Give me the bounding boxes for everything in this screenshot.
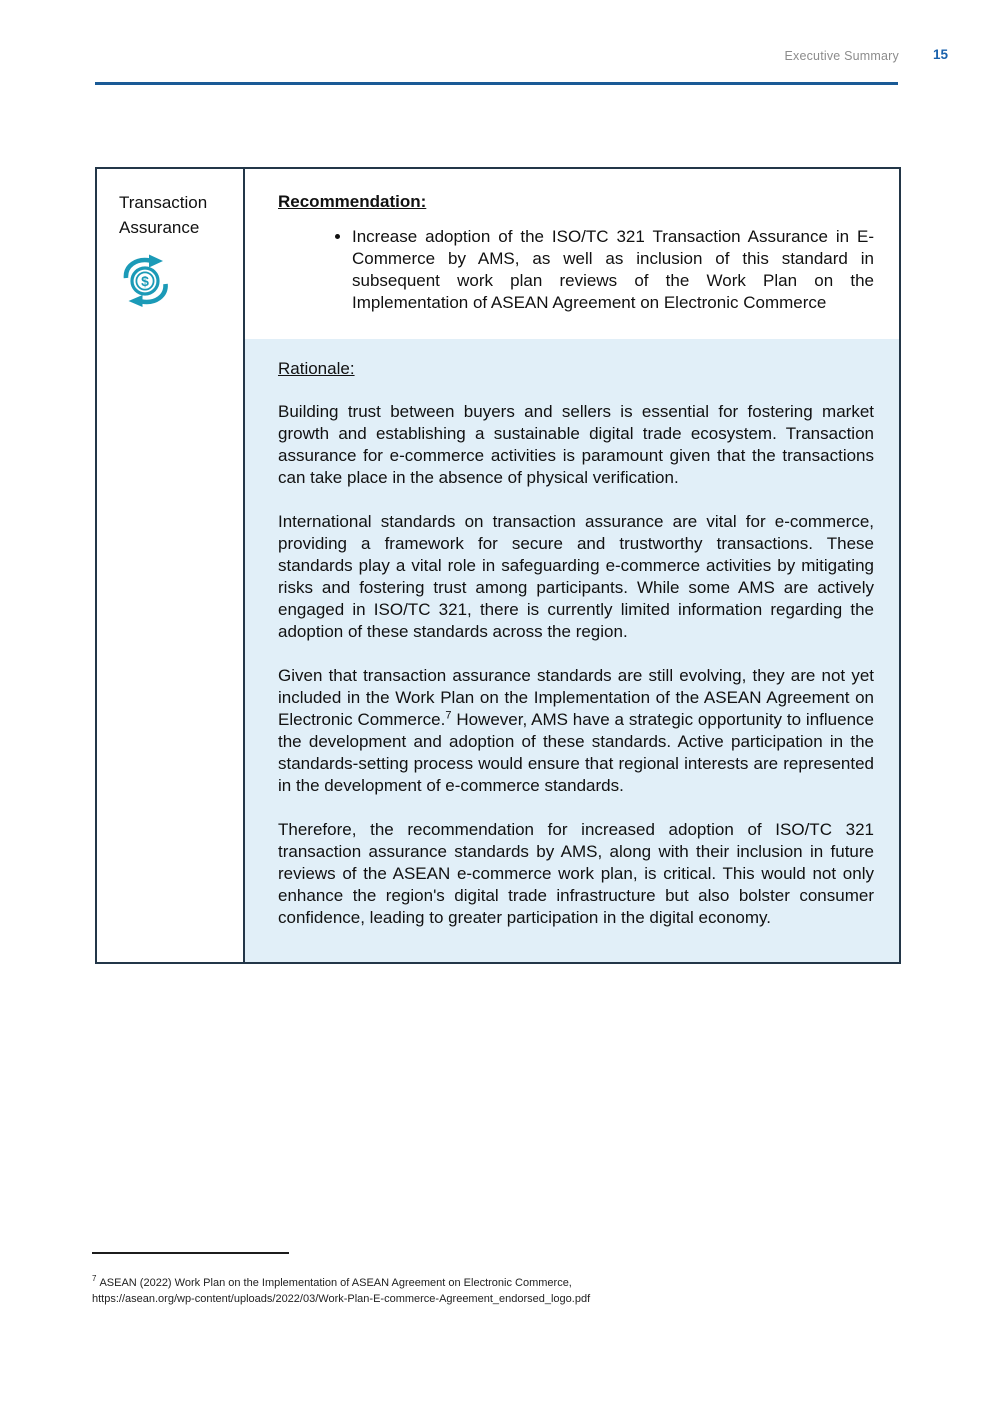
topic-cell (97, 169, 245, 962)
footnote-marker: 7 (92, 1274, 97, 1284)
rationale-paragraph-3 (278, 665, 874, 797)
rationale-paragraph-3-text: Given that transaction assurance standards are still evolving, they are not yet included in the Work Plan on the Implementation of the ASEAN Agreement on Electronic Commerce. (278, 666, 874, 729)
rationale-paragraph-2: International standards on transaction assurance are vital for e-commerce, providing a framework for secure and trustworthy transactions. These standards play a vital role in safeguarding e-commerce activities by mitigating risks and fostering trust among participants. While some AMS are actively engaged in ISO/TC 321, there is currently limited information regarding the adoption of these standards across the region. (278, 512, 874, 641)
topic-label: Transaction Assurance (119, 193, 208, 237)
rationale-paragraph-4: Therefore, the recommendation for increased adoption of ISO/TC 321 transaction assurance standards by AMS, along with their inclusion in future reviews of the ASEAN e-commerce work plan, is critical. This would not only enhance the region's digital trade infrastructure but also bolster consumer confidence, leading to greater participation in the digital economy. (278, 820, 874, 927)
rationale-paragraph-1: Building trust between buyers and sellers is essential for fostering market growth and establishing a sustainable digital trade ecosystem. Transaction assurance for e-commerce activities is paramount given that the transactions can take place in the absence of physical verification. (278, 402, 874, 487)
recommendation-heading: Recommendation: (278, 192, 427, 211)
footnote-separator (92, 1252, 289, 1254)
svg-text:$: $ (141, 273, 149, 289)
recommendation-list (331, 226, 874, 314)
footnote-reference: 7 (445, 709, 452, 722)
recommendation-table (95, 167, 901, 964)
rationale-paragraph-3-continued: However, AMS have a strategic opportunity to influence the development and adoption of these standards. Active participation in the standards-setting process would ensure that regional interests are represented in the development of e-commerce standards. (278, 710, 874, 795)
transaction-assurance-icon (119, 253, 173, 307)
header-rule (95, 82, 898, 85)
rationale-section (245, 339, 899, 962)
recommendation-cell (245, 169, 899, 962)
header-section-label: Executive Summary (784, 49, 899, 63)
recommendation-section (245, 169, 899, 339)
footnote-text: ASEAN (2022) Work Plan on the Implementation of ASEAN Agreement on Electronic Commerce, (99, 1277, 572, 1289)
recommendation-bullet: • Increase adoption of the ISO/TC 321 Transaction Assurance in E-Commerce by AMS, as well as inclusion of this standard in subsequent work plan reviews of the Work Plan on the Implementation of ASEAN Agreement on Electronic Commerce (352, 226, 874, 314)
footnote-url: https://asean.org/wp-content/uploads/2022/03/Work-Plan-E-commerce-Agreement_endorsed_logo.pdf (92, 1293, 591, 1305)
page-number: 15 (932, 47, 948, 62)
rationale-heading: Rationale: (278, 359, 355, 378)
footnote-line (92, 1275, 692, 1291)
footnote (92, 1275, 692, 1307)
